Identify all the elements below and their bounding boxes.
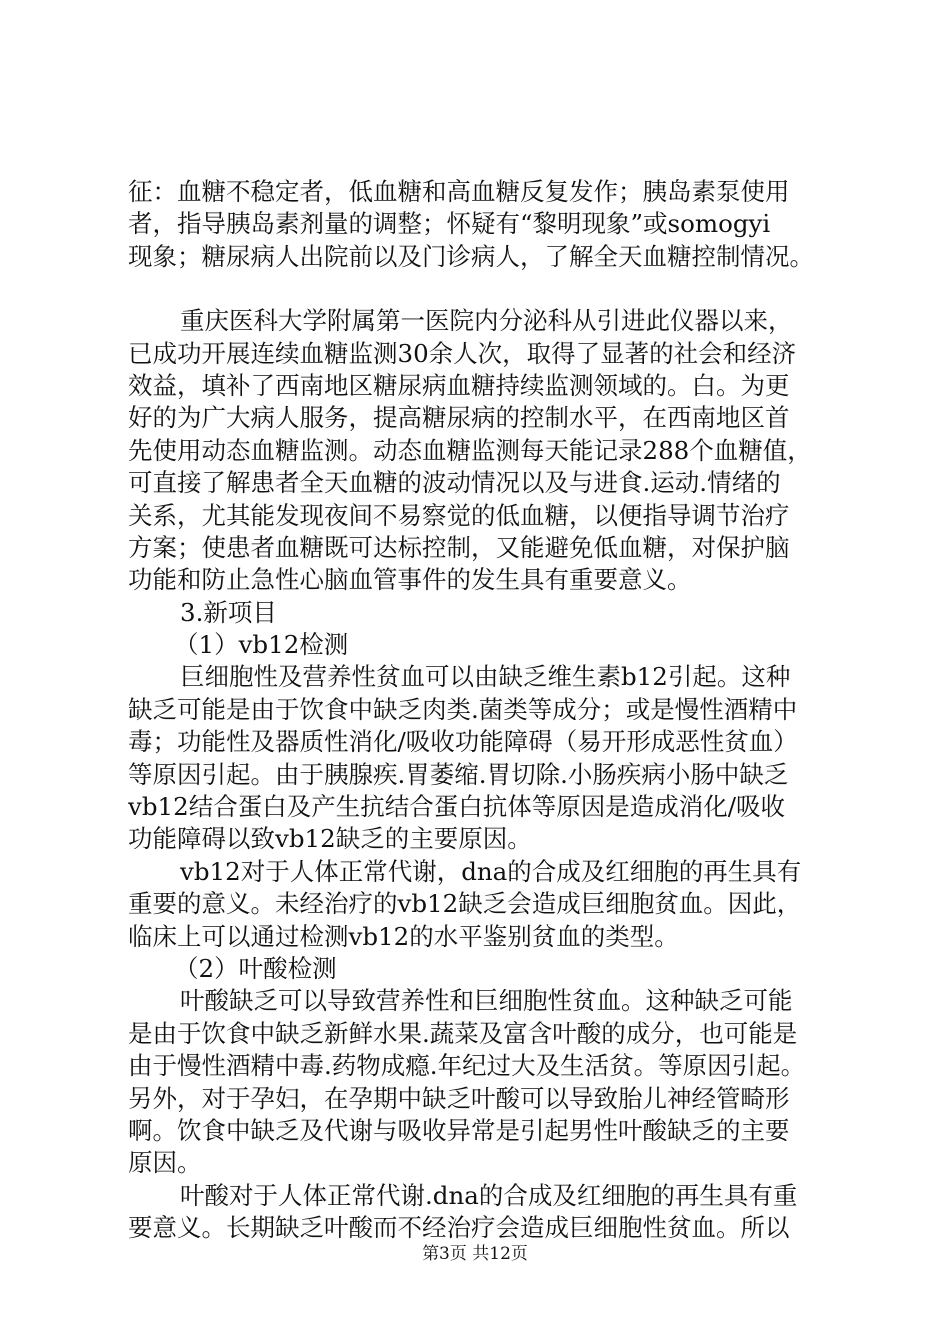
text-line: 者，指导胰岛素剂量的调整；怀疑有“黎明现象”或somogyi	[128, 209, 771, 239]
text-line: 叶酸缺乏可以导致营养性和巨细胞性贫血。这种缺乏可能	[180, 986, 793, 1016]
subsection-heading-vb12: （1）vb12检测	[174, 630, 349, 660]
text-line: 等原因引起。由于胰腺疾.胃萎缩.胃切除.小肠疾病小肠中缺乏	[128, 759, 789, 789]
text-line: 重庆医科大学附属第一医院内分泌科从引进此仪器以来，	[180, 306, 793, 336]
text-line: vb12对于人体正常代谢，dna的合成及红细胞的再生具有	[180, 856, 802, 886]
text-line: 关系，尤其能发现夜间不易察觉的低血糖，以便指导调节治疗	[128, 500, 790, 530]
text-line: 功能障碍以致vb12缺乏的主要原因。	[128, 824, 532, 854]
subsection-heading-folate: （2）叶酸检测	[174, 953, 337, 983]
text-line: 先使用动态血糖监测。动态血糖监测每天能记录288个血糖值，	[128, 435, 812, 465]
text-line: 征：血糖不稳定者，低血糖和高血糖反复发作；胰岛素泵使用	[128, 177, 790, 206]
text-line: 重要的意义。未经治疗的vb12缺乏会造成巨细胞贫血。因此，	[128, 889, 802, 919]
text-line: 临床上可以通过检测vb12的水平鉴别贫血的类型。	[128, 921, 679, 951]
text-line: 巨细胞性及营养性贫血可以由缺乏维生素b12引起。这种	[180, 662, 791, 692]
text-line: 叶酸对于人体正常代谢.dna的合成及红细胞的再生具有重	[180, 1180, 798, 1210]
page-number-footer: 第3页 共12页	[422, 1244, 528, 1264]
text-line: 另外，对于孕妇，在孕期中缺乏叶酸可以导致胎儿神经管畸形	[128, 1083, 790, 1113]
text-line: 毒；功能性及器质性消化/吸收功能障碍（易开形成恶性贫血）	[128, 727, 798, 757]
text-line: 缺乏可能是由于饮食中缺乏肉类.菌类等成分；或是慢性酒精中	[128, 694, 798, 724]
paragraph-vb12-importance	[128, 856, 848, 953]
body-text	[128, 176, 848, 1245]
paragraph-vb12-causes	[128, 661, 848, 855]
text-line: 可直接了解患者全天血糖的波动情况以及与进食.运动.情绪的	[128, 468, 781, 498]
text-line: 要意义。长期缺乏叶酸而不经治疗会造成巨细胞性贫血。所以	[128, 1213, 790, 1243]
text-line: 现象；糖尿病人出院前以及门诊病人，了解全天血糖控制情况。	[128, 241, 814, 271]
text-line: vb12结合蛋白及产生抗结合蛋白抗体等原因是造成消化/吸收	[128, 792, 785, 822]
text-line: 由于慢性酒精中毒.药物成瘾.年纪过大及生活贫。等原因引起。	[128, 1051, 806, 1081]
text-line: 好的为广大病人服务，提高糖尿病的控制水平，在西南地区首	[128, 403, 790, 433]
paragraph-indications	[128, 176, 848, 273]
section-heading-new-projects: 3.新项目	[180, 597, 277, 627]
text-line: 功能和防止急性心脑血管事件的发生具有重要意义。	[128, 565, 692, 595]
text-line: 效益，填补了西南地区糖尿病血糖持续监测领域的。白。为更	[128, 370, 790, 400]
text-line: 原因。	[128, 1148, 202, 1178]
text-line: 啊。饮食中缺乏及代谢与吸收异常是引起男性叶酸缺乏的主要	[128, 1115, 790, 1145]
text-line: 已成功开展连续血糖监测30余人次，取得了显著的社会和经济	[128, 338, 797, 368]
paragraph-folate-causes	[128, 985, 848, 1179]
paragraph-hospital	[128, 305, 848, 597]
paragraph-gap	[128, 273, 848, 305]
text-line: 是由于饮食中缺乏新鲜水果.蔬菜及富含叶酸的成分，也可能是	[128, 1018, 798, 1048]
text-line: 方案；使患者血糖既可达标控制，又能避免低血糖，对保护脑	[128, 532, 790, 562]
paragraph-folate-importance	[128, 1180, 848, 1245]
